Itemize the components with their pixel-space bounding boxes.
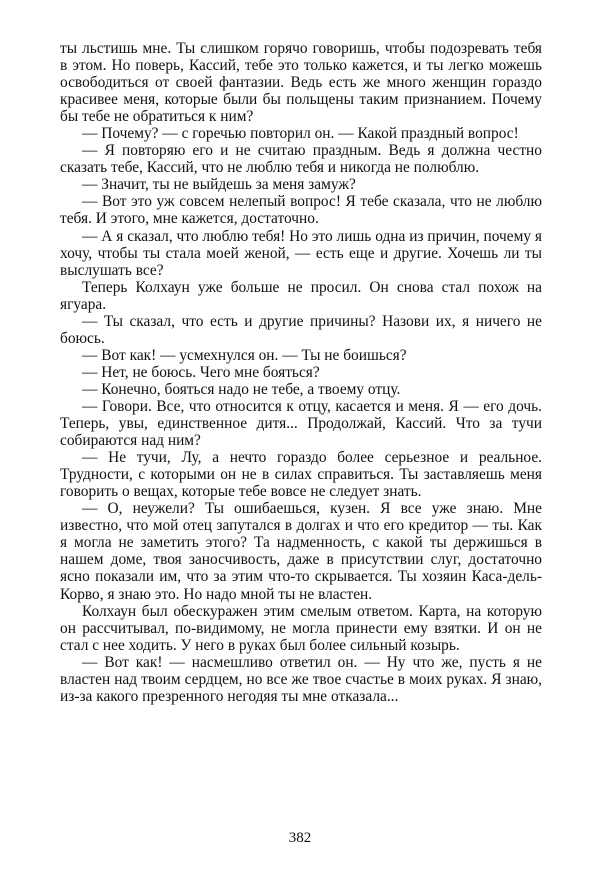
paragraph: — О, неужели? Ты ошибаешься, кузен. Я все уже знаю. Мне известно, что мой отец запутался в долгах и что его кредитор — ты. Как я могла не заметить этого? Та надменность, с какой ты держишься в нашем доме, твоя заносчивость, даже в присутствии слуг, достаточно ясно показали им, что за этим что-то скрывается. Ты хозяин Каса-дель-Корво, я знаю это. Но надо мной ты не властен.: [60, 500, 542, 603]
paragraph: — Говори. Все, что относится к отцу, касается и меня. Я — его дочь. Теперь, увы, единственное дитя... Продолжай, Кассий. Что за тучи собираются над ним?: [60, 397, 542, 450]
paragraph: — Вот как! — усмехнулся он. — Ты не боишься?: [82, 346, 407, 364]
paragraph: — Я повторяю его и не считаю праздным. Ведь я должна честно сказать тебе, Кассий, что не люблю тебя и никогда не полюблю.: [60, 142, 542, 177]
paragraph: Колхаун был обескуражен этим смелым ответом. Карта, на которую он рассчитывал, по-видимому, не могла принести ему взятки. И он не стал с нее ходить. У него в руках был более сильный козырь.: [60, 602, 542, 654]
paragraph: Теперь Колхаун уже больше не просил. Он снова стал похож на ягуара.: [60, 278, 542, 313]
paragraph: — Нет, не боюсь. Чего мне бояться?: [82, 363, 320, 381]
paragraph: — Ты сказал, что есть и другие причины? Назови их, я ничего не боюсь.: [60, 312, 542, 347]
paragraph: — Конечно, бояться надо не тебе, а твоему отцу.: [82, 380, 401, 398]
paragraph: — А я сказал, что люблю тебя! Но это лишь одна из причин, почему я хочу, чтобы ты стала моей женой, — есть еще и другие. Хочешь ли ты выслушать все?: [60, 227, 542, 279]
paragraph: — Почему? — с горечью повторил он. — Какой праздный вопрос!: [82, 125, 519, 143]
paragraph: — Вот как! — насмешливо ответил он. — Ну что же, пусть я не властен над твоим сердцем, но все же твое счастье в моих руках. Я знаю, из-за какого презренного негодяя ты мне отказала...: [60, 653, 542, 705]
page-number: 382: [288, 830, 312, 846]
paragraph: — Не тучи, Лу, а нечто гораздо более серьезное и реальное. Трудности, с которыми он не в силах справиться. Ты заставляешь меня говорить о вещах, которые тебе вовсе не следует знать.: [60, 449, 542, 501]
paragraph: — Значит, ты не выйдешь за меня замуж?: [82, 176, 356, 194]
paragraph: — Вот это уж совсем нелепый вопрос! Я тебе сказала, что не люблю тебя. И этого, мне кажется, достаточно.: [60, 193, 542, 228]
body-text: [60, 40, 542, 705]
paragraph-continuation: ты льстишь мне. Ты слишком горячо говоришь, чтобы подозревать тебя в этом. Но поверь, Кассий, тебе это только кажется, и ты легко можешь освободиться от своей фантазии. Ведь есть же много женщин гораздо красивее меня, которые были бы польщены таким признанием. Почему бы тебе не обратиться к ним?: [60, 40, 542, 126]
